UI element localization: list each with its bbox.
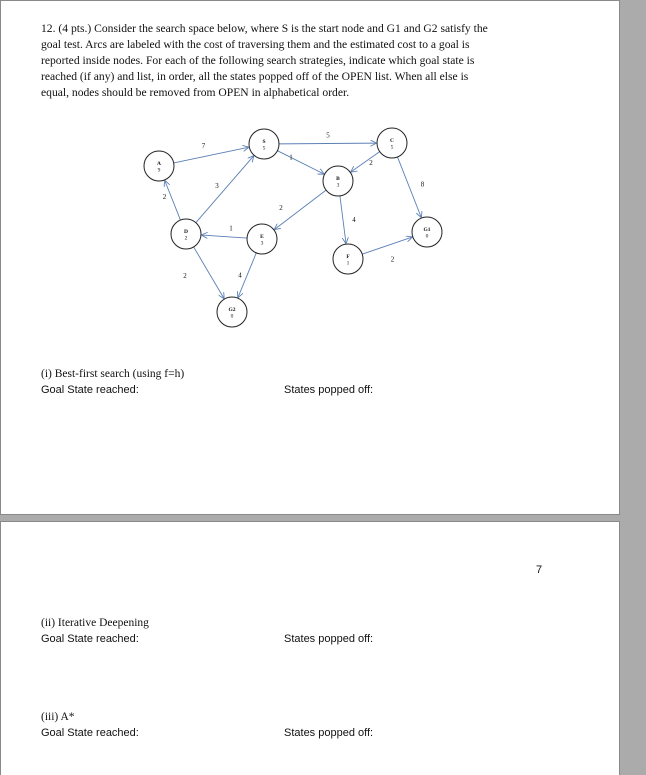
edge-s-b bbox=[277, 151, 323, 174]
edge-cost-label: 2 bbox=[162, 193, 167, 201]
node-name: E bbox=[260, 234, 264, 240]
part-ii-goal-label: Goal State reached: bbox=[41, 633, 139, 645]
node-name: B bbox=[336, 176, 340, 182]
node-heuristic: 1 bbox=[346, 260, 350, 267]
node-name: G1 bbox=[423, 227, 431, 233]
question-line: reached (if any) and list, in order, all the states popped off of the OPEN list. When all else is bbox=[41, 70, 469, 83]
page-number: 7 bbox=[536, 564, 543, 576]
edge-cost-label: 4 bbox=[238, 271, 242, 280]
part-iii-title: (iii) A* bbox=[41, 711, 75, 723]
part-i-title: (i) Best-first search (using f=h) bbox=[41, 368, 185, 380]
node-e bbox=[247, 224, 277, 254]
edge-c-g1 bbox=[397, 157, 421, 217]
question-line: equal, nodes should be removed from OPEN in alphabetical order. bbox=[41, 86, 350, 99]
edge-d-g2 bbox=[194, 247, 224, 298]
page-2 bbox=[0, 521, 620, 775]
edge-cost-label: 1 bbox=[229, 224, 233, 233]
edge-cost-label: 1 bbox=[289, 153, 293, 162]
node-heuristic: 9 bbox=[157, 167, 161, 174]
part-i-popped-label: States popped off: bbox=[284, 384, 374, 396]
node-g2 bbox=[217, 297, 247, 327]
edge-cost-label: 7 bbox=[201, 142, 206, 150]
question-line: goal test. Arcs are labeled with the cost of traversing them and the estimated cost to a goal is bbox=[41, 38, 470, 51]
node-heuristic: 0 bbox=[230, 313, 234, 320]
node-c bbox=[377, 128, 407, 158]
node-name: S bbox=[262, 139, 266, 145]
edge-a-s bbox=[174, 147, 249, 163]
node-name: A bbox=[157, 161, 161, 167]
node-heuristic: 3 bbox=[260, 240, 264, 247]
part-ii-popped-label: States popped off: bbox=[284, 633, 374, 645]
node-a bbox=[144, 151, 174, 181]
question-line: reported inside nodes. For each of the following search strategies, indicate which goal state is bbox=[41, 54, 475, 67]
edge-b-f bbox=[340, 196, 346, 243]
node-name: F bbox=[346, 254, 350, 260]
edge-cost-label: 2 bbox=[183, 272, 187, 280]
node-s bbox=[249, 129, 279, 159]
edge-e-d bbox=[202, 235, 247, 238]
part-iii-goal-label: Goal State reached: bbox=[41, 727, 139, 739]
node-b bbox=[323, 166, 353, 196]
part-iii-popped-label: States popped off: bbox=[284, 727, 374, 739]
edge-cost-label: 8 bbox=[420, 180, 425, 189]
node-d bbox=[171, 219, 201, 249]
node-name: G2 bbox=[228, 307, 236, 313]
node-heuristic: 0 bbox=[425, 233, 429, 240]
node-heuristic: 3 bbox=[336, 182, 340, 189]
node-heuristic: 5 bbox=[390, 144, 394, 151]
node-name: C bbox=[390, 138, 394, 144]
node-heuristic: 5 bbox=[262, 145, 266, 152]
edge-cost-label: 4 bbox=[352, 216, 356, 224]
edge-c-b bbox=[351, 152, 380, 172]
edge-d-s bbox=[196, 156, 254, 223]
question-line: 12. (4 pts.) Consider the search space below, where S is the start node and G1 and G2 satisfy the bbox=[41, 22, 488, 35]
edge-cost-label: 2 bbox=[390, 255, 395, 264]
part-i-goal-label: Goal State reached: bbox=[41, 384, 139, 396]
edge-d-a bbox=[162, 181, 181, 220]
edge-cost-label: 2 bbox=[279, 204, 283, 212]
edge-cost-label: 3 bbox=[215, 182, 219, 190]
search-graph bbox=[1, 1, 621, 341]
edge-cost-label: 5 bbox=[326, 131, 330, 140]
node-g1 bbox=[412, 217, 442, 247]
edge-f-g1 bbox=[362, 237, 412, 254]
edge-cost-label: 2 bbox=[369, 159, 373, 167]
node-f bbox=[333, 244, 363, 274]
node-heuristic: 2 bbox=[184, 235, 188, 242]
part-ii-title: (ii) Iterative Deepening bbox=[41, 617, 149, 629]
node-name: D bbox=[184, 229, 188, 235]
edge-s-c bbox=[279, 143, 376, 144]
